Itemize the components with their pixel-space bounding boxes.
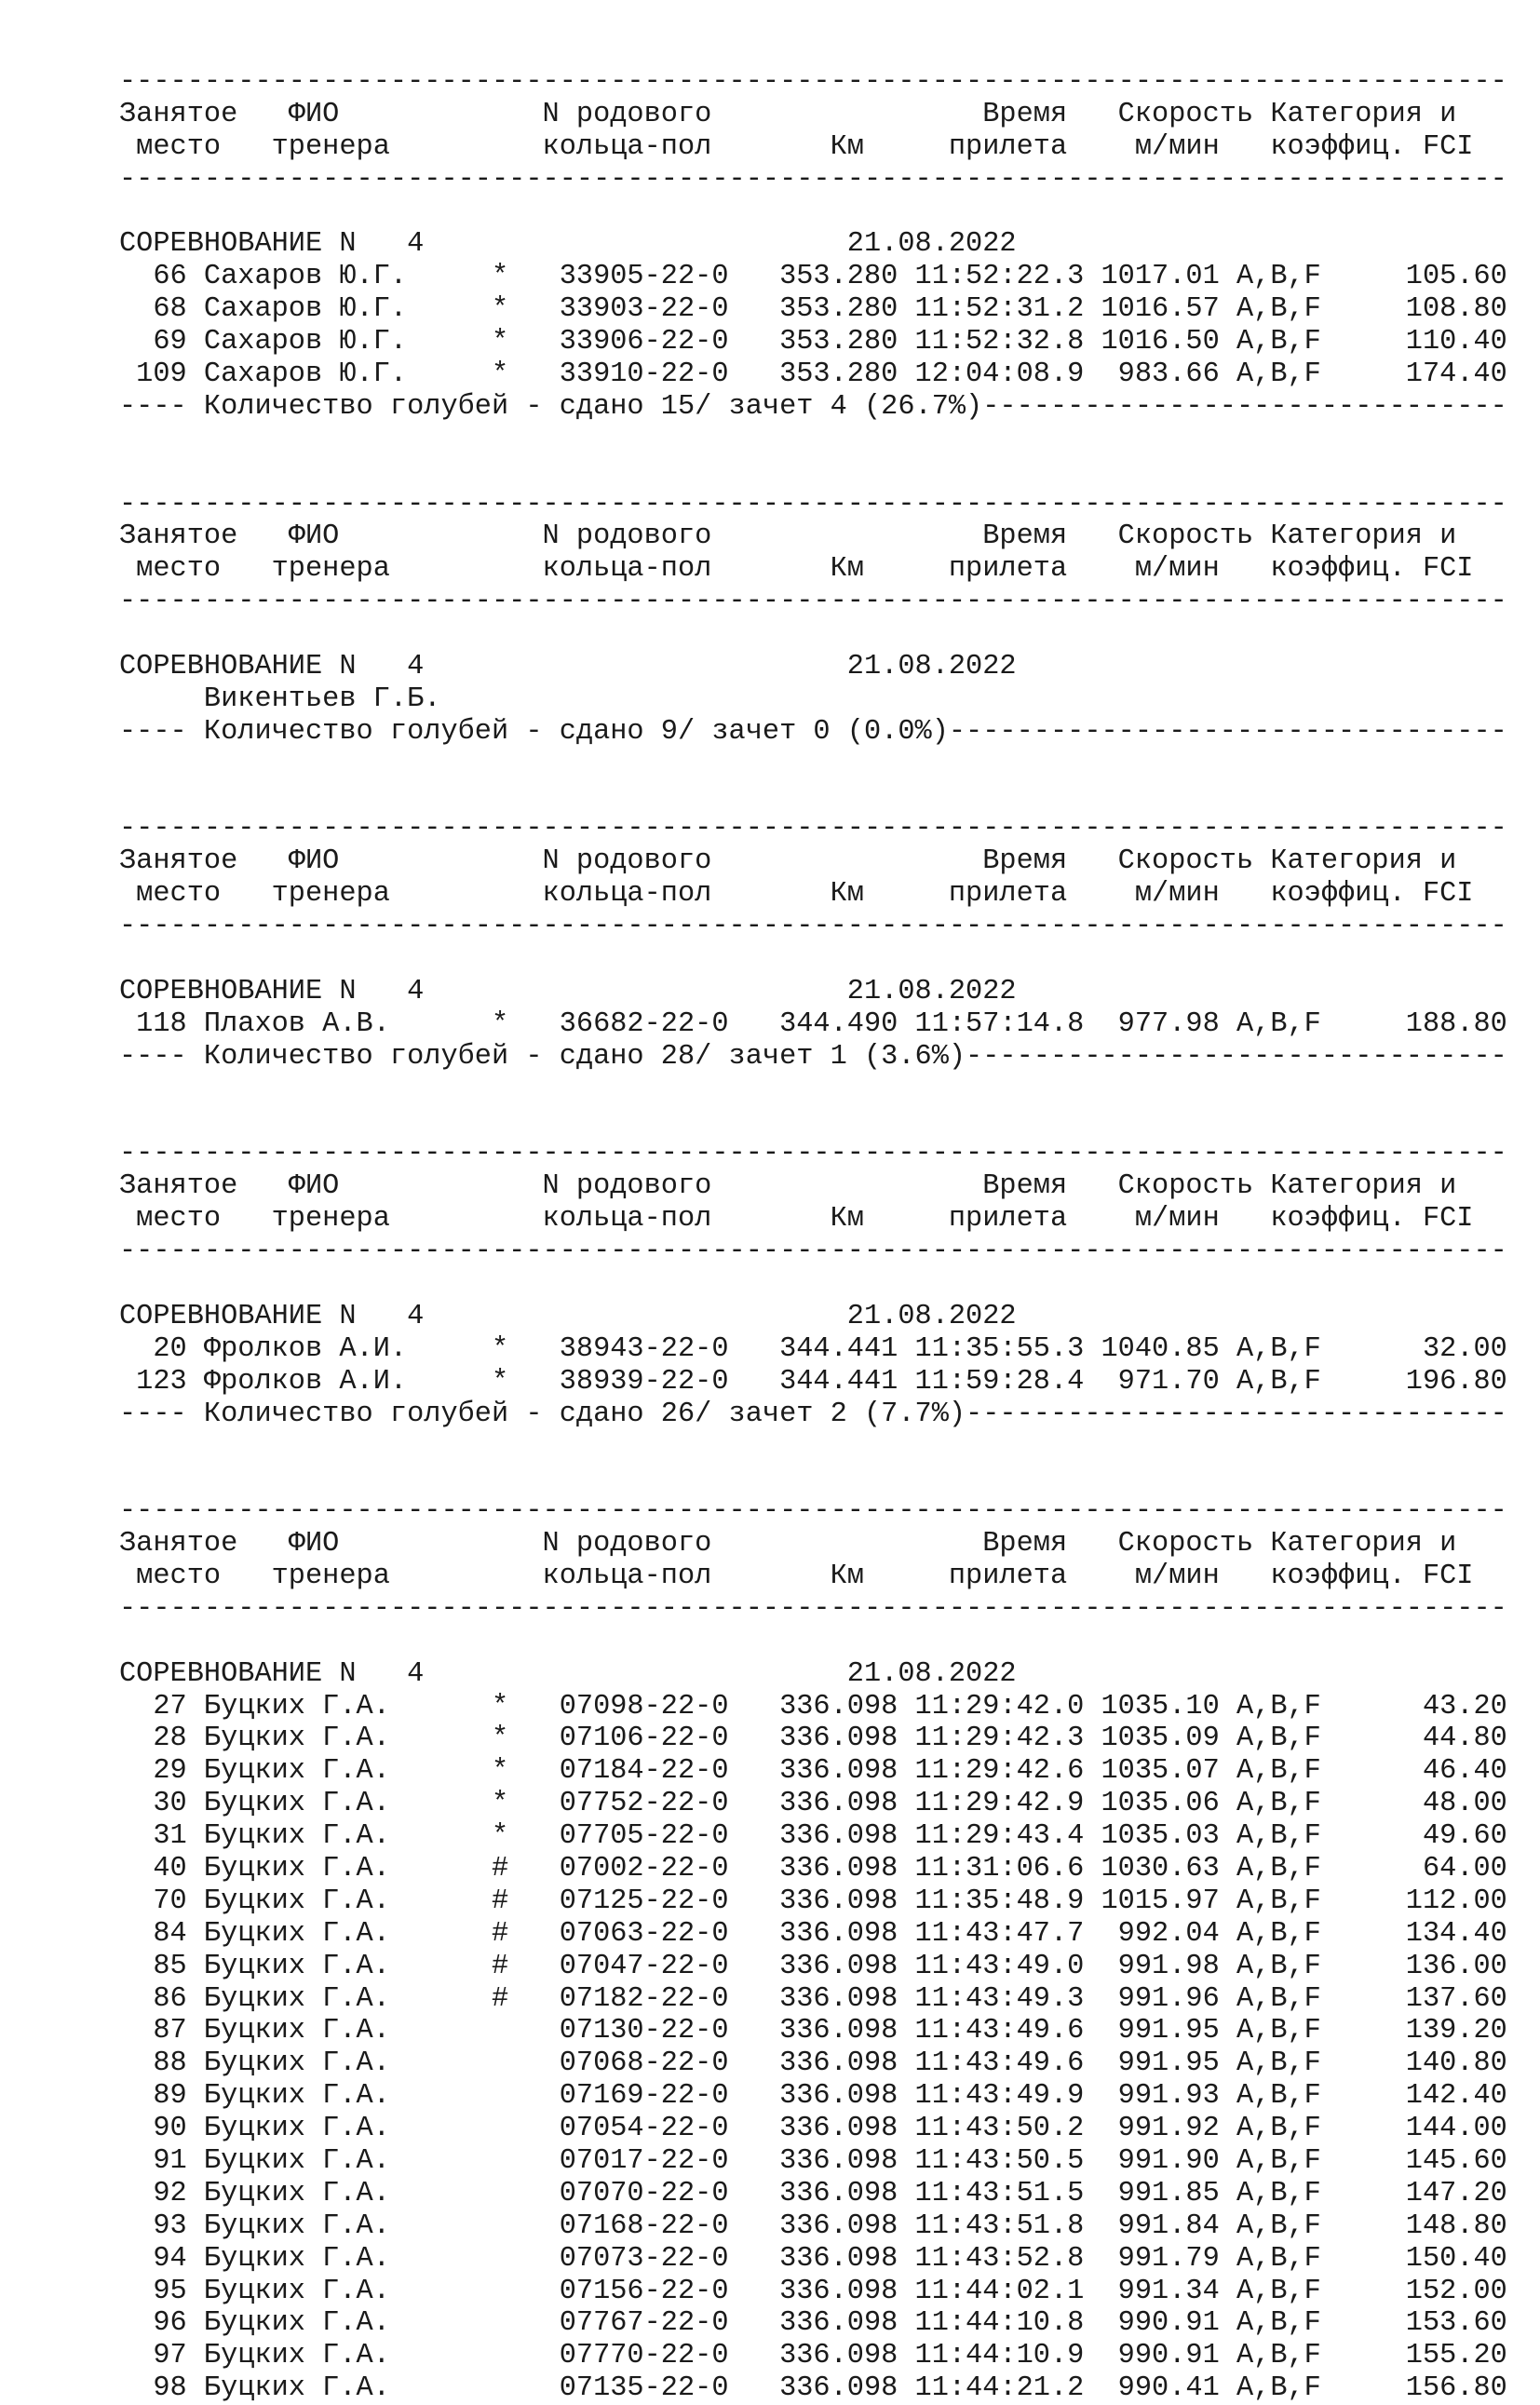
table-header-line: место тренера кольца-пол Км прилета м/мин коэффиц. FCI xyxy=(119,130,1474,163)
separator-line: ---------------------------------------------------------------------------------- xyxy=(119,488,1507,520)
table-row: 40 Буцких Г.А. # 07002-22-0 336.098 11:31:06.6 1030.63 A,B,F 64.00 xyxy=(119,1852,1507,1885)
separator-line: ---------------------------------------------------------------------------------- xyxy=(119,1236,1507,1268)
fancier-name: Викентьев Г.Б. xyxy=(119,682,441,715)
table-row: 97 Буцких Г.А. 07770-22-0 336.098 11:44:10.9 990.91 A,B,F 155.20 xyxy=(119,2340,1507,2372)
table-header-line: место тренера кольца-пол Км прилета м/мин коэффиц. FCI xyxy=(119,1203,1474,1236)
blank-line xyxy=(119,196,1507,229)
table-row: 84 Буцких Г.А. # 07063-22-0 336.098 11:43:47.7 992.04 A,B,F 134.40 xyxy=(119,1917,1507,1950)
separator-line: ---------------------------------------------------------------------------------- xyxy=(119,1138,1507,1170)
table-row: 90 Буцких Г.А. 07054-22-0 336.098 11:43:50.2 991.92 A,B,F 144.00 xyxy=(119,2113,1507,2145)
table-row: 68 Сахаров Ю.Г. * 33903-22-0 353.280 11:52:31.2 1016.57 A,B,F 108.80 xyxy=(119,293,1507,326)
competition-title: СОРЕВНОВАНИЕ N 4 21.08.2022 xyxy=(119,651,1017,683)
table-row: 29 Буцких Г.А. * 07184-22-0 336.098 11:29:42.6 1035.07 A,B,F 46.40 xyxy=(119,1755,1507,1788)
table-row: 86 Буцких Г.А. # 07182-22-0 336.098 11:43:49.3 991.96 A,B,F 137.60 xyxy=(119,1982,1507,2015)
table-row: 85 Буцких Г.А. # 07047-22-0 336.098 11:43:49.0 991.98 A,B,F 136.00 xyxy=(119,1950,1507,1982)
table-header-line: место тренера кольца-пол Км прилета м/мин коэффиц. FCI xyxy=(119,1560,1474,1592)
table-row: 66 Сахаров Ю.Г. * 33905-22-0 353.280 11:52:22.3 1017.01 A,B,F 105.60 xyxy=(119,261,1507,293)
table-row: 28 Буцких Г.А. * 07106-22-0 336.098 11:29:42.3 1035.09 A,B,F 44.80 xyxy=(119,1723,1507,1755)
separator-line: ---------------------------------------------------------------------------------- xyxy=(119,66,1507,98)
table-header-line: Занятое ФИО N родового Время Скорость Категория и xyxy=(119,98,1457,130)
table-row: 30 Буцких Г.А. * 07752-22-0 336.098 11:29:42.9 1035.06 A,B,F 48.00 xyxy=(119,1788,1507,1820)
table-row: 87 Буцких Г.А. 07130-22-0 336.098 11:43:49.6 991.95 A,B,F 139.20 xyxy=(119,2015,1507,2047)
results-report xyxy=(119,66,1507,2405)
table-row: 31 Буцких Г.А. * 07705-22-0 336.098 11:29:43.4 1035.03 A,B,F 49.60 xyxy=(119,1820,1507,1853)
separator-line: ---------------------------------------------------------------------------------- xyxy=(119,813,1507,845)
table-header-line: Занятое ФИО N родового Время Скорость Категория и xyxy=(119,1528,1457,1561)
table-row: 27 Буцких Г.А. * 07098-22-0 336.098 11:29:42.0 1035.10 A,B,F 43.20 xyxy=(119,1690,1507,1723)
table-row: 109 Сахаров Ю.Г. * 33910-22-0 353.280 12:04:08.9 983.66 A,B,F 174.40 xyxy=(119,358,1507,391)
table-row: 70 Буцких Г.А. # 07125-22-0 336.098 11:35:48.9 1015.97 A,B,F 112.00 xyxy=(119,1885,1507,1917)
pigeon-count-summary: ---- Количество голубей - сдано 15/ зачет 4 (26.7%)------------------------------- xyxy=(119,390,1507,423)
table-row: 93 Буцких Г.А. 07168-22-0 336.098 11:43:51.8 991.84 A,B,F 148.80 xyxy=(119,2209,1507,2242)
separator-line: ---------------------------------------------------------------------------------- xyxy=(119,911,1507,943)
separator-line: ---------------------------------------------------------------------------------- xyxy=(119,163,1507,196)
table-row: 95 Буцких Г.А. 07156-22-0 336.098 11:44:02.1 991.34 A,B,F 152.00 xyxy=(119,2275,1507,2307)
blank-line xyxy=(119,781,1507,814)
blank-line xyxy=(119,943,1507,976)
table-header-line: место тренера кольца-пол Км прилета м/мин коэффиц. FCI xyxy=(119,553,1474,586)
table-row: 94 Буцких Г.А. 07073-22-0 336.098 11:43:52.8 991.79 A,B,F 150.40 xyxy=(119,2242,1507,2275)
competition-title: СОРЕВНОВАНИЕ N 4 21.08.2022 xyxy=(119,1300,1017,1332)
pigeon-count-summary: ---- Количество голубей - сдано 9/ зачет 0 (0.0%)--------------------------------- xyxy=(119,715,1507,748)
table-row: 96 Буцких Г.А. 07767-22-0 336.098 11:44:10.8 990.91 A,B,F 153.60 xyxy=(119,2307,1507,2340)
blank-line xyxy=(119,1463,1507,1495)
separator-line: ---------------------------------------------------------------------------------- xyxy=(119,1495,1507,1528)
table-header-line: Занятое ФИО N родового Время Скорость Категория и xyxy=(119,845,1457,878)
pigeon-count-summary: ---- Количество голубей - сдано 28/ зачет 1 (3.6%)-------------------------------- xyxy=(119,1040,1507,1073)
blank-line xyxy=(119,749,1507,781)
competition-title: СОРЕВНОВАНИЕ N 4 21.08.2022 xyxy=(119,228,1017,261)
separator-line: ---------------------------------------------------------------------------------- xyxy=(119,586,1507,618)
table-row: 98 Буцких Г.А. 07135-22-0 336.098 11:44:21.2 990.41 A,B,F 156.80 xyxy=(119,2372,1507,2405)
table-row: 91 Буцких Г.А. 07017-22-0 336.098 11:43:50.5 991.90 A,B,F 145.60 xyxy=(119,2145,1507,2177)
table-row: 20 Фролков А.И. * 38943-22-0 344.441 11:35:55.3 1040.85 A,B,F 32.00 xyxy=(119,1332,1507,1365)
blank-line xyxy=(119,1074,1507,1106)
competition-title: СОРЕВНОВАНИЕ N 4 21.08.2022 xyxy=(119,975,1017,1007)
table-row: 123 Фролков А.И. * 38939-22-0 344.441 11:59:28.4 971.70 A,B,F 196.80 xyxy=(119,1365,1507,1398)
table-row: 89 Буцких Г.А. 07169-22-0 336.098 11:43:49.9 991.93 A,B,F 142.40 xyxy=(119,2080,1507,2113)
separator-line: ---------------------------------------------------------------------------------- xyxy=(119,1592,1507,1625)
blank-line xyxy=(119,1106,1507,1139)
table-header-line: Занятое ФИО N родового Время Скорость Категория и xyxy=(119,1170,1457,1203)
table-row: 69 Сахаров Ю.Г. * 33906-22-0 353.280 11:52:32.8 1016.50 A,B,F 110.40 xyxy=(119,326,1507,358)
table-header-line: Занятое ФИО N родового Время Скорость Категория и xyxy=(119,520,1457,553)
competition-title: СОРЕВНОВАНИЕ N 4 21.08.2022 xyxy=(119,1657,1017,1690)
table-row: 92 Буцких Г.А. 07070-22-0 336.098 11:43:51.5 991.85 A,B,F 147.20 xyxy=(119,2177,1507,2209)
blank-line xyxy=(119,456,1507,489)
blank-line xyxy=(119,618,1507,651)
blank-line xyxy=(119,1268,1507,1301)
pigeon-count-summary: ---- Количество голубей - сдано 26/ зачет 2 (7.7%)-------------------------------- xyxy=(119,1398,1507,1430)
blank-line xyxy=(119,424,1507,456)
blank-line xyxy=(119,1626,1507,1658)
blank-line xyxy=(119,1430,1507,1463)
table-row: 118 Плахов А.В. * 36682-22-0 344.490 11:57:14.8 977.98 A,B,F 188.80 xyxy=(119,1007,1507,1040)
table-header-line: место тренера кольца-пол Км прилета м/мин коэффиц. FCI xyxy=(119,878,1474,911)
table-row: 88 Буцких Г.А. 07068-22-0 336.098 11:43:49.6 991.95 A,B,F 140.80 xyxy=(119,2047,1507,2080)
